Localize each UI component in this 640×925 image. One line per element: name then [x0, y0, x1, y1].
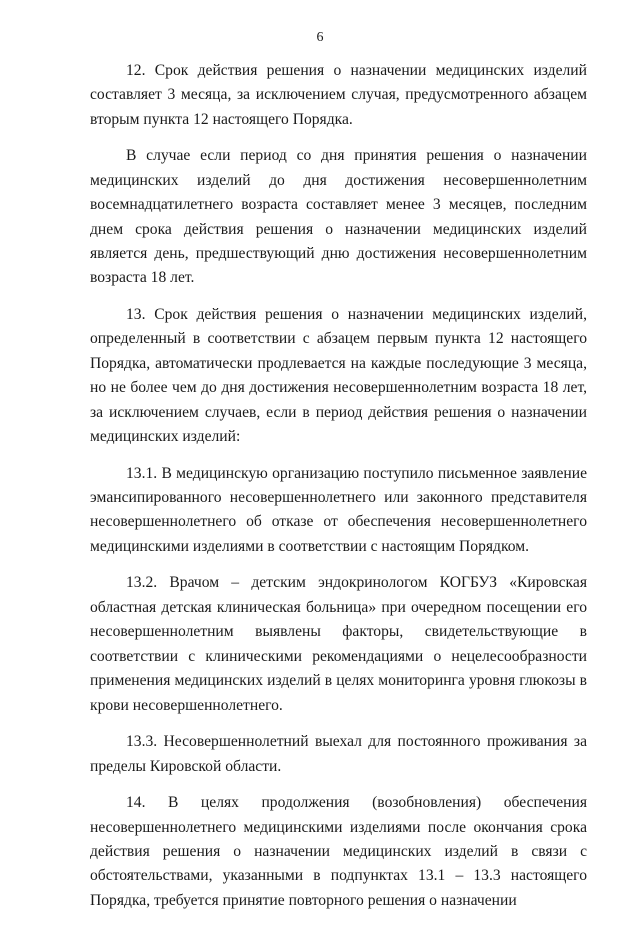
paragraph-13-2: 13.2. Врачом – детским эндокринологом КОГБУЗ «Кировская областная детская клиническая больница» при очередном посещении его несовершеннолетним выявлены факторы, свидетельствующие в соответствии с клиническими рекомендациями о нецелесообразности применения медицинских изделий в целях мониторинга уровня глюкозы в крови несовершеннолетнего. — [90, 574, 587, 714]
page-number: 6 — [316, 30, 324, 45]
paragraph-12: 12. Срок действия решения о назначении медицинских изделий составляет 3 месяца, за исключением случая, предусмотренного абзацем вторым пункта 12 настоящего Порядка. — [90, 62, 587, 128]
paragraph-13-1: 13.1. В медицинскую организацию поступило письменное заявление эмансипированного несовершеннолетнего или законного представителя несовершеннолетнего об отказе от обеспечения несовершеннолетнего медицинскими изделиями в соответствии с настоящим Порядком. — [90, 464, 587, 555]
paragraph-13: 13. Срок действия решения о назначении медицинских изделий, определенный в соответствии с абзацем первым пункта 12 настоящего Порядка, автоматически продлевается на каждые последующие 3 месяца, но не более чем до дня достижения несовершеннолетним возраста 18 лет, за исключением случаев, если в период действия решения о назначении медицинских изделий: — [90, 306, 587, 446]
paragraph-13-3: 13.3. Несовершеннолетний выехал для постоянного проживания за пределы Кировской области. — [90, 733, 587, 775]
paragraph-12-second: В случае если период со дня принятия решения о назначении медицинских изделий до дня достижения несовершеннолетним восемнадцатилетнего возраста составляет менее 3 месяцев, последним днем срока действия решения о назначении медицинских изделий является день, предшествующий дню достижения несовершеннолетним возраста 18 лет. — [90, 147, 587, 287]
document-body — [90, 59, 587, 925]
paragraph-14: 14. В целях продолжения (возобновления) обеспечения несовершеннолетнего медицинскими изделиями после окончания срока действия решения о назначении медицинских изделий в связи с обстоятельствами, указанными в подпунктах 13.1 – 13.3 настоящего Порядка, требуется принятие повторного решения о назначении — [90, 794, 587, 909]
